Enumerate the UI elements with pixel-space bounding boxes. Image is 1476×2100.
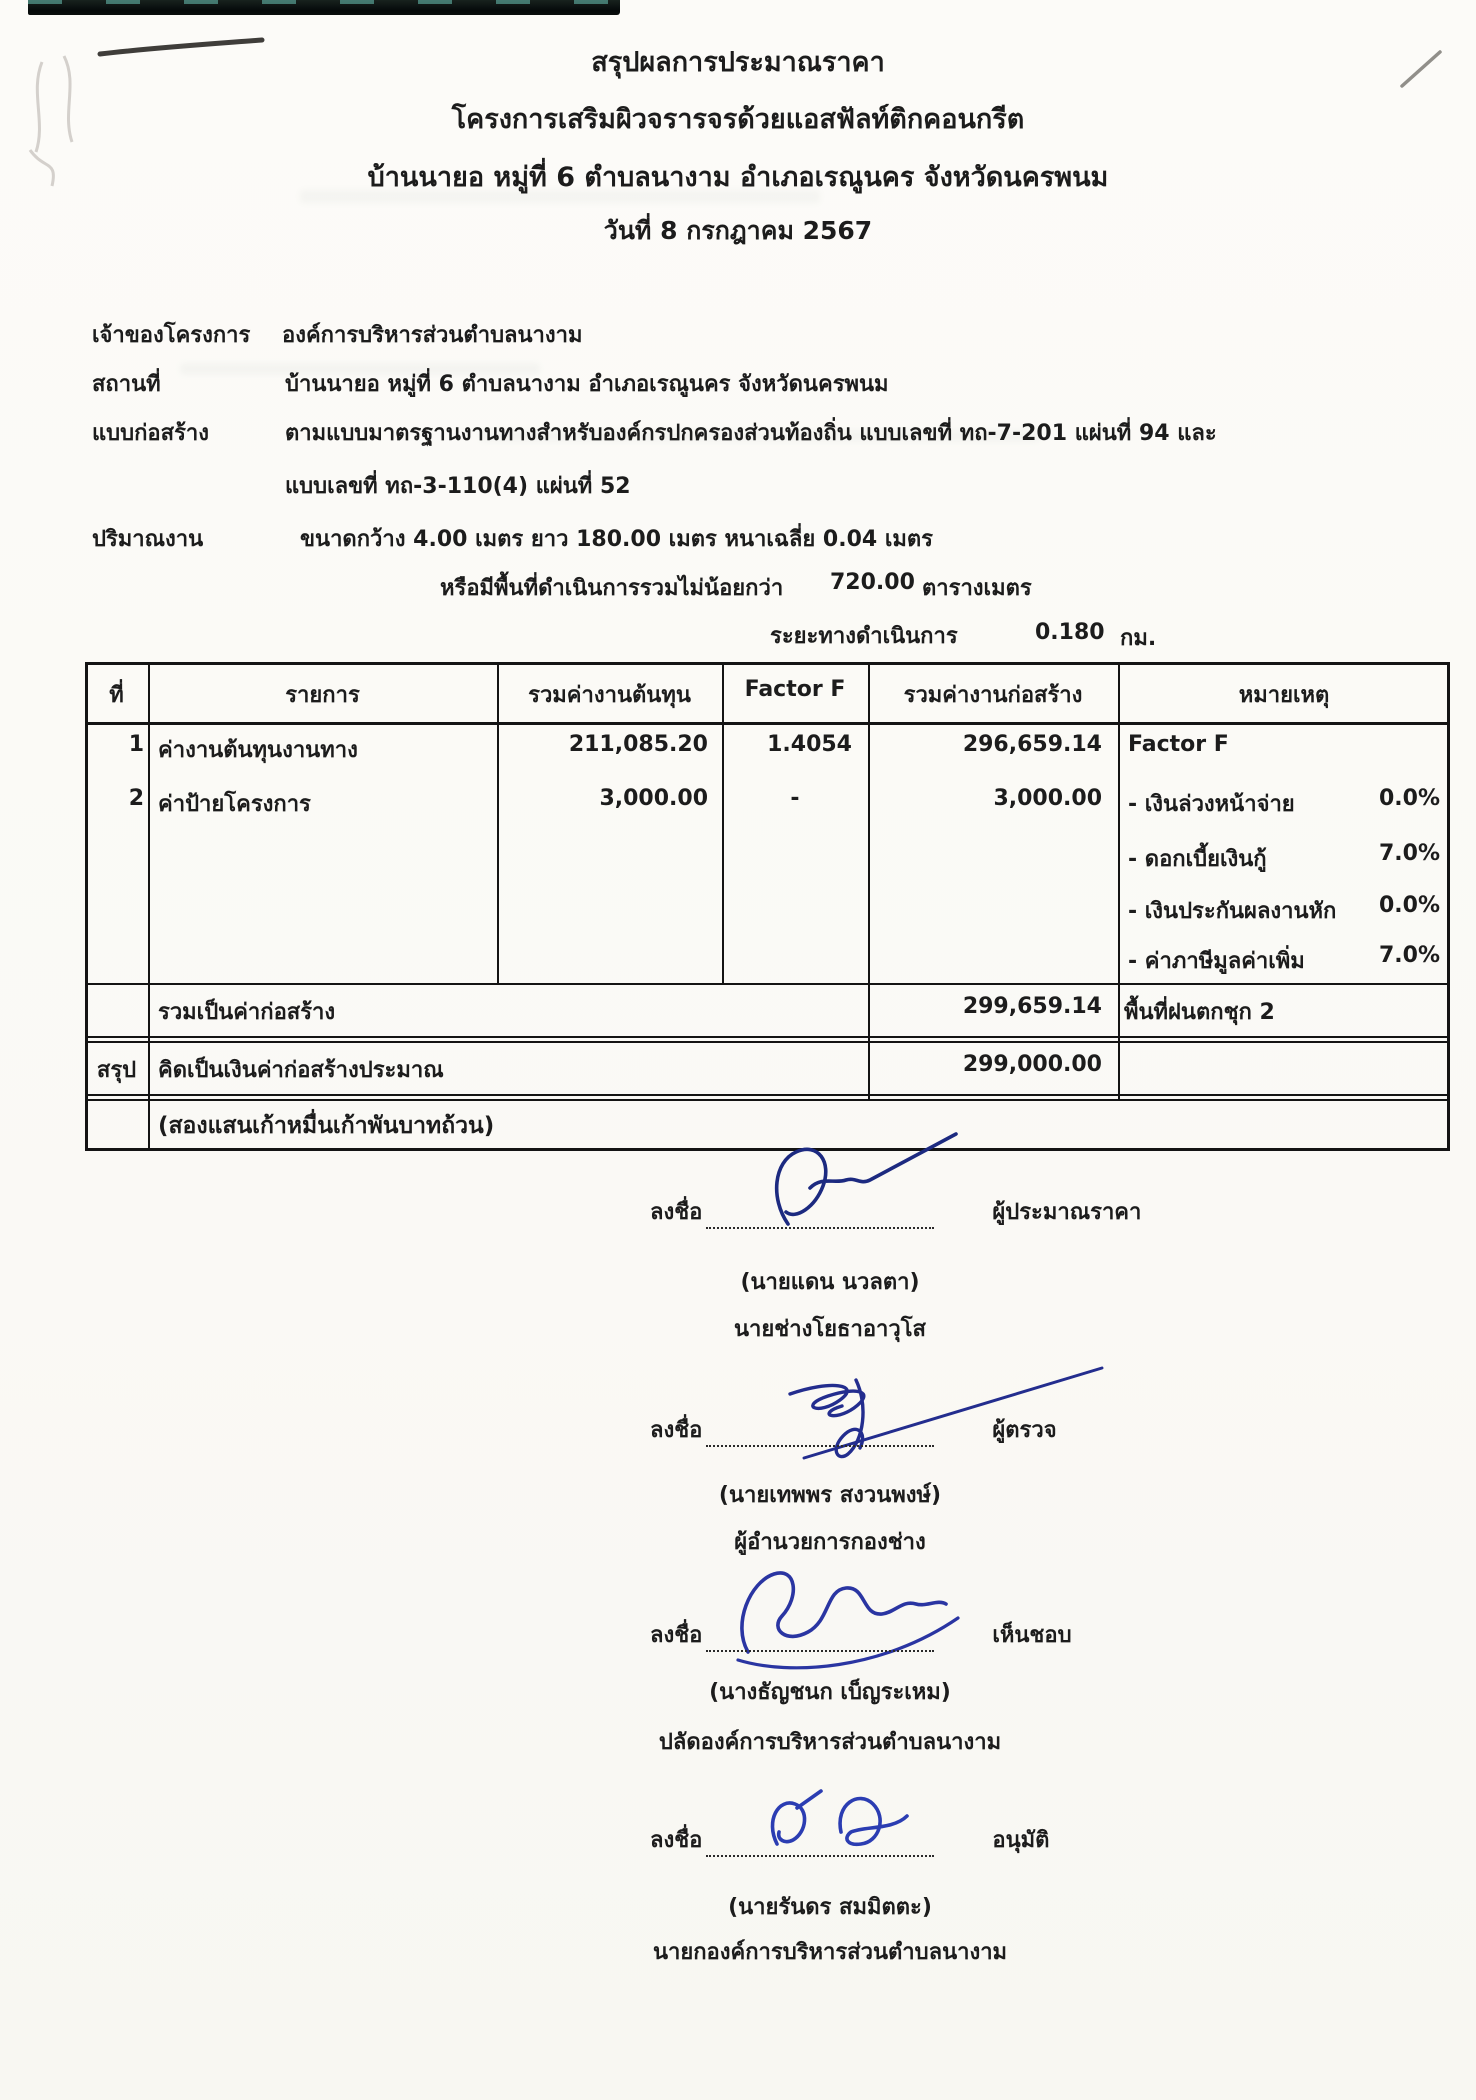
signature-dotted-line <box>706 1829 934 1857</box>
sign-prefix: ลงชื่อ <box>650 1623 703 1648</box>
row1-factor: 1.4054 <box>767 732 852 757</box>
remark-item-2-label: - ดอกเบี้ยเงินกู้ <box>1128 847 1267 872</box>
table-col-rule-factor <box>868 662 870 1099</box>
distance-label: ระยะทางดำเนินการ <box>770 624 958 649</box>
row2-cost: 3,000.00 <box>599 786 708 811</box>
signature-ink-endorser <box>730 1552 995 1677</box>
signature-role-endorser: เห็นชอบ <box>992 1623 1072 1648</box>
summary-row-tag: สรุป <box>96 1058 137 1083</box>
col-header-total: รวมค่างานก่อสร้าง <box>903 683 1083 708</box>
signature-dotted-line <box>706 1201 934 1229</box>
signature-ink-inspector <box>770 1360 1115 1470</box>
table-double-rule-1b <box>85 1041 1450 1043</box>
col-header-cost: รวมค่างานต้นทุน <box>528 683 691 708</box>
drawing-value-line1: ตามแบบมาตรฐานงานทางสำหรับองค์กรปกครองส่วนท้องถิ่น แบบเลขที่ ทถ-7-201 แผ่นที่ 94 และ <box>285 421 1217 446</box>
quantity-label: ปริมาณงาน <box>92 527 204 552</box>
table-double-rule-1a <box>85 1036 1450 1038</box>
remark-item-4-value: 7.0% <box>1378 943 1440 968</box>
distance-unit: กม. <box>1120 626 1157 651</box>
doc-title-line2: โครงการเสริมผิวจรารจรด้วยแอสฟัลท์ติกคอนกรีต <box>451 104 1025 135</box>
signer-position-estimator: นายช่างโยธาอาวุโส <box>734 1317 926 1342</box>
row2-total: 3,000.00 <box>993 786 1102 811</box>
sign-prefix: ลงชื่อ <box>650 1418 703 1443</box>
drawing-value-line2: แบบเลขที่ ทถ-3-110(4) แผ่นที่ 52 <box>285 474 631 499</box>
amount-in-words: (สองแสนเก้าหมื่นเก้าพันบาทถ้วน) <box>158 1113 495 1139</box>
sign-prefix: ลงชื่อ <box>650 1828 703 1853</box>
signature-line-estimator <box>650 1199 1141 1229</box>
remark-item-1-label: - เงินล่วงหน้าจ่าย <box>1128 792 1295 817</box>
signature-role-approver: อนุมัติ <box>992 1828 1050 1853</box>
table-double-rule-2a <box>85 1094 1450 1096</box>
signer-name-estimator: (นายแดน นวลตา) <box>740 1270 920 1295</box>
distance-value: 0.180 <box>1035 620 1105 645</box>
col-header-item: รายการ <box>285 683 360 708</box>
signature-dotted-line <box>706 1624 934 1652</box>
row1-no: 1 <box>128 732 144 757</box>
signature-role-estimator: ผู้ประมาณราคา <box>992 1200 1142 1225</box>
row2-no: 2 <box>128 786 144 811</box>
row2-item: ค่าป้ายโครงการ <box>158 792 311 817</box>
table-border-top <box>85 662 1450 665</box>
signer-position-inspector: ผู้อำนวยการกองช่าง <box>734 1530 926 1555</box>
drawing-label: แบบก่อสร้าง <box>92 421 209 446</box>
table-double-rule-2b <box>85 1099 1450 1101</box>
row1-item: ค่างานต้นทุนงานทาง <box>158 738 358 763</box>
row2-factor: - <box>790 786 800 811</box>
table-header-rule <box>85 722 1450 725</box>
remark-item-2-value: 7.0% <box>1378 841 1440 866</box>
doc-title-line4: วันที่ 8 กรกฎาคม 2567 <box>603 216 873 245</box>
doc-title-line1: สรุปผลการประมาณราคา <box>591 47 885 78</box>
area-value: 720.00 <box>830 570 915 595</box>
table-border-right <box>1447 662 1450 1151</box>
owner-value: องค์การบริหารส่วนตำบลนางาม <box>282 323 583 348</box>
row1-cost: 211,085.20 <box>568 732 708 757</box>
remark-item-3-label: - เงินประกันผลงานหัก <box>1128 899 1337 924</box>
quantity-value: ขนาดกว้าง 4.00 เมตร ยาว 180.00 เมตร หนาเฉลี่ย 0.04 เมตร <box>300 527 933 552</box>
signer-position-endorser: ปลัดองค์การบริหารส่วนตำบลนางาม <box>658 1730 1002 1755</box>
remark-title: Factor F <box>1128 732 1229 757</box>
sign-prefix: ลงชื่อ <box>650 1200 703 1225</box>
summary-row-label: คิดเป็นเงินค่าก่อสร้างประมาณ <box>158 1058 444 1083</box>
signer-name-approver: (นายรันดร สมมิตตะ) <box>728 1895 932 1920</box>
location-value: บ้านนายอ หมู่ที่ 6 ตำบลนางาม อำเภอเรณูนคร จังหวัดนครพนม <box>285 372 889 397</box>
signature-dotted-line <box>706 1419 934 1447</box>
total-row-remark: พื้นที่ฝนตกชุก 2 <box>1124 1000 1275 1025</box>
signer-name-inspector: (นายเทพพร สงวนพงษ์) <box>718 1483 942 1508</box>
signature-role-inspector: ผู้ตรวจ <box>992 1418 1057 1443</box>
signature-line-inspector <box>650 1417 1057 1447</box>
signature-line-approver <box>650 1827 1049 1857</box>
owner-label: เจ้าของโครงการ <box>92 323 251 348</box>
col-header-factor: Factor F <box>744 677 846 702</box>
area-prefix: หรือมีพื้นที่ดำเนินการรวมไม่น้อยกว่า <box>440 576 784 601</box>
location-label: สถานที่ <box>92 372 161 397</box>
area-unit: ตารางเมตร <box>922 576 1032 601</box>
signer-position-approver: นายกองค์การบริหารส่วนตำบลนางาม <box>652 1940 1008 1965</box>
remark-item-4-label: - ค่าภาษีมูลค่าเพิ่ม <box>1128 949 1305 974</box>
table-col-rule-no <box>148 662 150 1151</box>
table-col-rule-total <box>1118 662 1120 1099</box>
signature-line-endorser <box>650 1622 1072 1652</box>
remark-item-1-value: 0.0% <box>1378 786 1440 811</box>
table-col-rule-cost <box>722 662 724 983</box>
doc-title-line3: บ้านนายอ หมู่ที่ 6 ตำบลนางาม อำเภอเรณูนคร จังหวัดนครพนม <box>367 162 1109 193</box>
signer-name-endorser: (นางธัญชนก เบ็ญระเหม) <box>709 1680 951 1705</box>
remark-item-3-value: 0.0% <box>1378 893 1440 918</box>
summary-row-value: 299,000.00 <box>962 1052 1102 1077</box>
col-header-no: ที่ <box>109 683 124 708</box>
row1-total: 296,659.14 <box>962 732 1102 757</box>
table-body-bottom-rule <box>85 983 1450 985</box>
total-row-label: รวมเป็นค่าก่อสร้าง <box>158 1000 336 1025</box>
total-row-value: 299,659.14 <box>962 994 1102 1019</box>
col-header-remark: หมายเหตุ <box>1238 683 1330 708</box>
